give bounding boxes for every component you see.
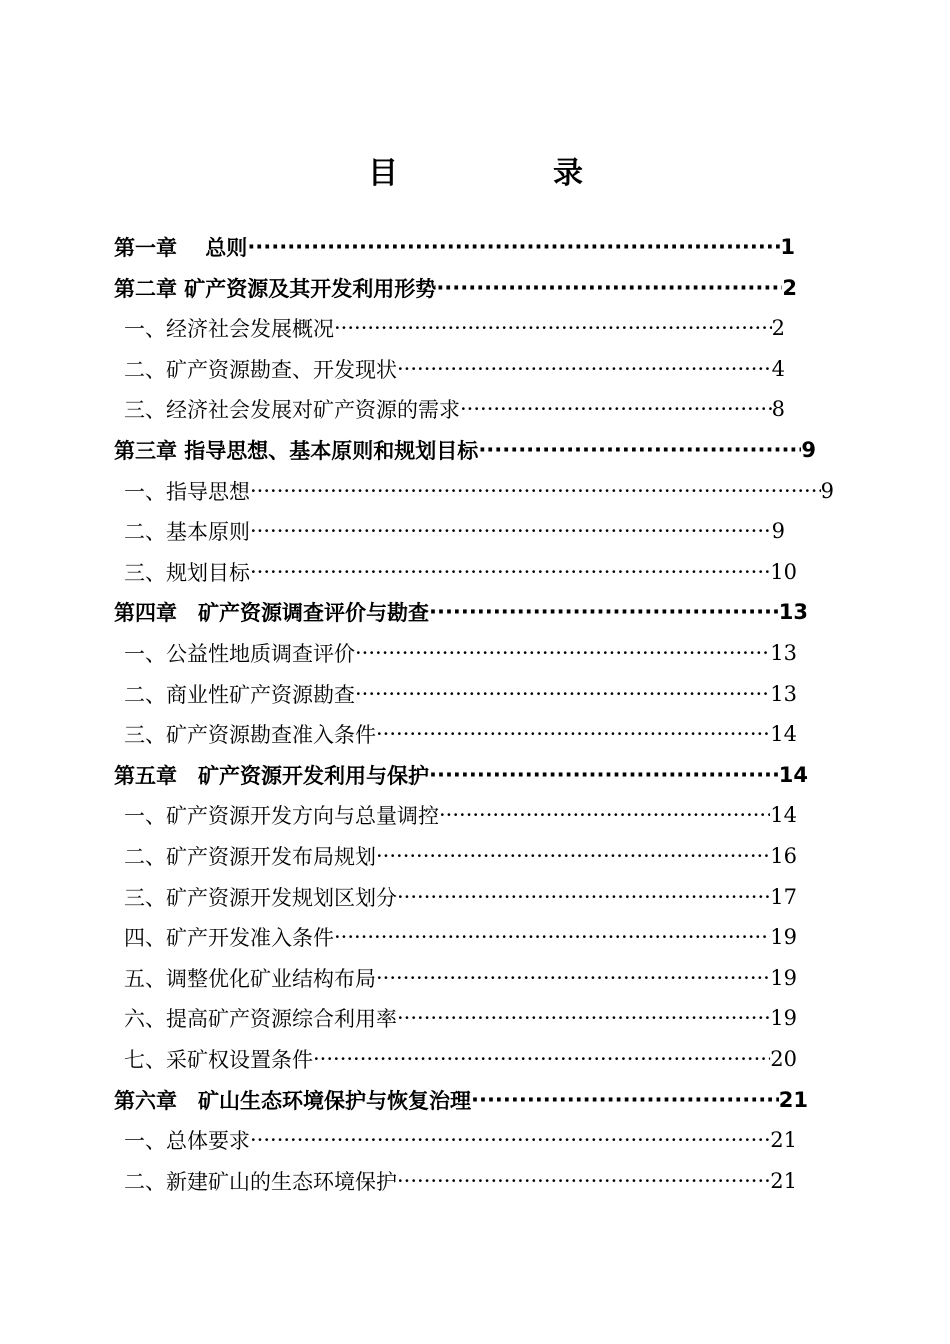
toc-section-entry[interactable]	[124, 917, 797, 957]
toc-leader-dots	[250, 519, 772, 543]
toc-section-entry[interactable]	[124, 308, 785, 348]
toc-chapter-entry[interactable]	[114, 430, 816, 470]
toc-leader-dots	[334, 316, 772, 340]
toc-section-entry[interactable]	[124, 389, 785, 429]
toc-section-entry[interactable]	[124, 836, 797, 876]
toc-entry-page-number: 20	[770, 1047, 797, 1071]
toc-entry-page-number: 13	[778, 600, 808, 625]
toc-entry-label: 一、矿产资源开发方向与总量调控	[124, 804, 439, 829]
toc-entry-page-number: 9	[820, 478, 834, 503]
toc-chapter-entry[interactable]	[114, 755, 808, 795]
toc-section-entry[interactable]	[124, 633, 797, 673]
toc-entry-page-number: 21	[770, 1168, 797, 1193]
toc-entry-label: 第二章 矿产资源及其开发利用形势	[114, 276, 437, 301]
toc-title	[0, 148, 950, 191]
toc-leader-dots	[250, 560, 770, 584]
toc-section-entry[interactable]	[124, 1120, 797, 1160]
toc-leader-dots	[376, 844, 770, 868]
toc-entry-label: 第六章 矿山生态环境保护与恢复治理	[114, 1088, 471, 1113]
toc-entry-label: 第四章 矿产资源调查评价与勘查	[114, 601, 429, 626]
toc-entry-label: 第三章 指导思想、基本原则和规划目标	[114, 439, 479, 463]
toc-title-char-2: 录	[553, 156, 583, 191]
toc-leader-dots	[429, 763, 779, 787]
toc-chapter-entry[interactable]	[114, 1080, 808, 1120]
toc-entry-label: 二、矿产资源开发布局规划	[124, 845, 376, 869]
toc-title-char-1: 目	[368, 156, 398, 191]
toc-entry-label: 三、经济社会发展对矿产资源的需求	[124, 398, 460, 423]
toc-section-entry[interactable]	[124, 1039, 797, 1079]
toc-entry-page-number: 13	[770, 641, 797, 665]
toc-section-entry[interactable]	[124, 795, 797, 835]
toc-leader-dots	[355, 682, 770, 706]
toc-section-entry[interactable]	[124, 552, 797, 592]
toc-entry-label: 三、矿产资源开发规划区划分	[124, 885, 397, 910]
toc-entry-label: 七、采矿权设置条件	[124, 1048, 313, 1072]
toc-entry-page-number: 19	[770, 1006, 797, 1031]
toc-entry-label: 二、基本原则	[124, 520, 250, 545]
toc-section-entry[interactable]	[124, 511, 785, 551]
toc-entry-label: 第一章 总则	[114, 236, 248, 260]
toc-entry-label: 一、总体要求	[124, 1129, 250, 1154]
toc-section-entry[interactable]	[124, 877, 797, 917]
toc-leader-dots	[334, 925, 770, 949]
toc-leader-dots	[439, 803, 770, 827]
toc-leader-dots	[355, 641, 770, 665]
toc-entry-label: 二、新建矿山的生态环境保护	[124, 1169, 397, 1194]
toc-entry-label: 六、提高矿产资源综合利用率	[124, 1007, 397, 1032]
toc-entry-label: 三、矿产资源勘查准入条件	[124, 723, 376, 748]
toc-entry-page-number: 9	[771, 519, 785, 544]
toc-entry-page-number: 8	[771, 397, 785, 422]
toc-leader-dots	[376, 966, 770, 990]
toc-entry-page-number: 14	[770, 803, 797, 828]
toc-entry-page-number: 4	[771, 356, 785, 381]
toc-entry-page-number: 2	[782, 275, 797, 300]
toc-section-entry[interactable]	[124, 1161, 797, 1201]
toc-section-entry[interactable]	[124, 958, 797, 998]
toc-entry-page-number: 17	[770, 884, 797, 909]
toc-leader-dots	[397, 1169, 770, 1193]
toc-entry-page-number: 13	[770, 681, 797, 706]
toc-entry-label: 一、经济社会发展概况	[124, 317, 334, 342]
toc-entry-page-number: 1	[780, 235, 795, 259]
toc-leader-dots	[250, 1128, 770, 1152]
toc-entry-label: 三、规划目标	[124, 560, 250, 585]
toc-entry-page-number: 19	[770, 925, 797, 950]
toc-leader-dots	[397, 357, 772, 381]
toc-leader-dots	[250, 479, 821, 503]
toc-section-entry[interactable]	[124, 349, 785, 389]
toc-leader-dots	[376, 722, 770, 746]
toc-entry-page-number: 2	[771, 316, 785, 341]
toc-entry-page-number: 14	[778, 762, 808, 787]
toc-leader-dots	[397, 885, 770, 909]
toc-chapter-entry[interactable]	[114, 592, 808, 632]
toc-entry-label: 四、矿产开发准入条件	[124, 926, 334, 951]
toc-leader-dots	[247, 235, 780, 259]
toc-leader-dots	[471, 1088, 779, 1112]
toc-leader-dots	[429, 600, 779, 624]
toc-entry-page-number: 10	[770, 559, 797, 584]
toc-section-entry[interactable]	[124, 674, 797, 714]
toc-entry-page-number: 21	[770, 1128, 797, 1153]
toc-section-entry[interactable]	[124, 998, 797, 1038]
toc-chapter-entry[interactable]	[114, 268, 797, 308]
toc-leader-dots	[478, 438, 801, 462]
toc-leader-dots	[436, 276, 782, 300]
toc-entry-page-number: 9	[801, 438, 816, 462]
toc-entry-page-number: 19	[770, 965, 797, 990]
toc-entry-label: 第五章 矿产资源开发利用与保护	[114, 763, 429, 788]
toc-entry-page-number: 21	[778, 1087, 808, 1112]
toc-leader-dots	[397, 1006, 770, 1030]
toc-section-entry[interactable]	[124, 471, 834, 511]
toc-entry-label: 一、公益性地质调查评价	[124, 642, 355, 666]
toc-entry-label: 一、指导思想	[124, 479, 250, 504]
toc-chapter-entry[interactable]	[114, 227, 795, 267]
toc-entry-label: 二、矿产资源勘查、开发现状	[124, 357, 397, 382]
toc-section-entry[interactable]	[124, 714, 797, 754]
toc-leader-dots	[313, 1047, 770, 1071]
toc-entry-page-number: 14	[770, 722, 797, 747]
toc-entry-label: 二、商业性矿产资源勘查	[124, 682, 355, 707]
toc-leader-dots	[460, 397, 772, 421]
toc-entry-label: 五、调整优化矿业结构布局	[124, 966, 376, 991]
toc-entry-page-number: 16	[770, 844, 797, 868]
